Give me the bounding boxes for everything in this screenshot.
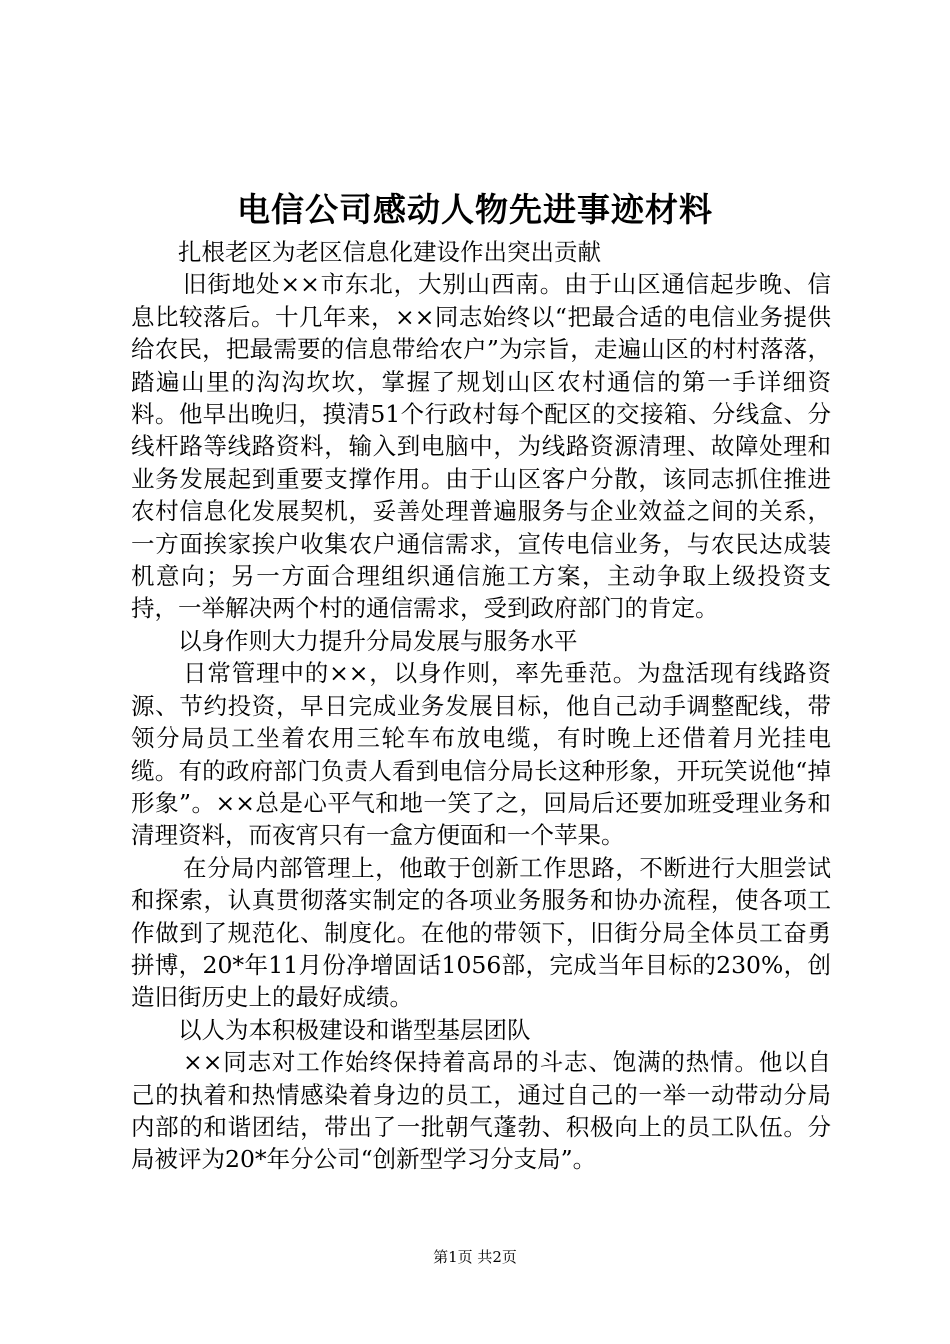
- document-body: [131, 236, 831, 1176]
- document-title: 电信公司感动人物先进事迹材料: [237, 190, 713, 229]
- section-1-paragraph-1: 旧街地处××市东北，大别山西南。由于山区通信起步晚、信息比较落后。十几年来，××同志始终以“把最合适的电信业务提供给农民，把最需要的信息带给农户”为宗旨，走遍山区的村村落落，踏遍山里的沟沟坎坎，掌握了规划山区农村通信的第一手详细资料。他早出晚归，摸清51个行政村每个配区的交接箱、分线盒、分线杆路等线路资料，输入到电脑中，为线路资源清理、故障处理和业务发展起到重要支撑作用。由于山区客户分散，该同志抓住推进农村信息化发展契机，妥善处理普遍服务与企业效益之间的关系，一方面挨家挨户收集农户通信需求，宣传电信业务，与农民达成装机意向；另一方面合理组织通信施工方案，主动争取上级投资支持，一举解决两个村的通信需求，受到政府部门的肯定。: [131, 270, 831, 623]
- section-heading-2: 以身作则大力提升分局发展与服务水平: [178, 626, 578, 655]
- page-footer: 第1页 共2页: [433, 1248, 517, 1266]
- section-3-paragraph-1: ××同志对工作始终保持着高昂的斗志、饱满的热情。他以自己的执着和热情感染着身边的员工，通过自己的一举一动带动分局内部的和谐团结，带出了一批朝气蓬勃、积极向上的员工队伍。分局被评为20*年分公司“创新型学习分支局”。: [131, 1048, 831, 1174]
- section-heading-3: 以人为本积极建设和谐型基层团队: [178, 1015, 531, 1044]
- section-2-paragraph-1: 日常管理中的××，以身作则，率先垂范。为盘活现有线路资源、节约投资，早日完成业务发展目标，他自己动手调整配线，带领分局员工坐着农用三轮车布放电缆，有时晚上还借着月光挂电缆。有的政府部门负责人看到电信分局长这种形象，开玩笑说他“掉形象”。××总是心平气和地一笑了之，回局后还要加班受理业务和清理资料，而夜宵只有一盒方便面和一个苹果。: [131, 659, 831, 850]
- section-2-paragraph-2: 在分局内部管理上，他敢于创新工作思路，不断进行大胆尝试和探索，认真贯彻落实制定的各项业务服务和协办流程，使各项工作做到了规范化、制度化。在他的带领下，旧街分局全体员工奋勇拼博，20*年11月份净增固话1056部，完成当年目标的230%，创造旧街历史上的最好成绩。: [131, 853, 831, 1012]
- section-heading-1: 扎根老区为老区信息化建设作出突出贡献: [178, 238, 601, 266]
